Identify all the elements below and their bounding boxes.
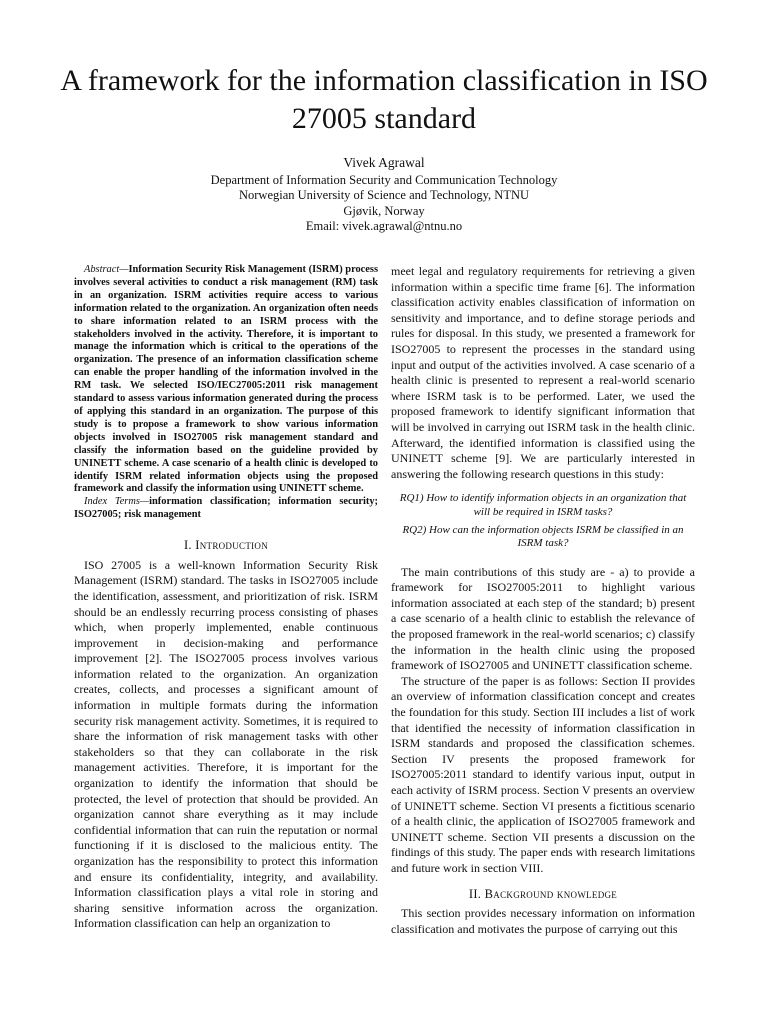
- author-university: Norwegian University of Science and Technology, NTNU: [238, 188, 530, 202]
- right-column: [391, 264, 695, 937]
- index-terms: [74, 496, 378, 522]
- contributions-paragraph: The main contributions of this study are - a) to provide a framework for ISO27005:2011 to highlight various information associated at each step of the standard; b) present a case scenario of a health clinic to establish the relevance of the proposed framework in the real-world scenarios; c) classify the information in the health clinic using the proposed framework of ISO27005 and UNINETT classification scheme.: [391, 564, 695, 673]
- left-column: [74, 264, 378, 932]
- background-paragraph: This section provides necessary information on information classification and motivates the purpose of carrying out this: [391, 906, 695, 936]
- structure-paragraph: The structure of the paper is as follows: Section II provides an overview of information classification concept and creates the foundation for this study. Section III includes a list of work that identified the necessity of information classification in ISRM standards and proposed the classification schemes. Section IV presents the proposed framework for ISO27005:2011 standard to identify various input, output in each activity of ISRM process. Section V presents an overview of UNINETT scheme. Section VI presents a fictitious scenario of a health clinic, the application of ISO27005 framework and UNINETT scheme. Section VII presents a discussion on the findings of this study. The paper ends with research limitations and future work in section VIII.: [391, 673, 695, 875]
- index-terms-label: Index Terms—: [84, 496, 150, 508]
- intro-paragraph: ISO 27005 is a well-known Information Security Risk Management (ISRM) standard. The tasks in ISO27005 include the identification, assessment, and prioritization of risk. ISRM should be an endlessly recurring process consisting of phases which, when properly implemented, enable continuous improvement in decision-making and performance improvement [2]. The ISO27005 process involves various information related to the organization. An organization creates, collects, and processes a significant amount of information in multiple formats during the information security risk management activity. Sometimes, it is required to share the information of risk management tasks with other stakeholders so that they can collaborate in the risk management activities. Therefore, it is important for the organization to identify the information that should be protected, the level of protection that should be provided. An organization cannot share everything as it may include confidential information that can ruin the reputation or normal functioning if it is disclosed to the malicious entity. The organization has the responsibility to protect this information and ensure its confidentiality, integrity, and availability. Information classification plays a vital role in storing and sharing sensitive information across the organization. Information classification can help an organization to: [74, 557, 378, 931]
- index-terms-text: information classification; information security; ISO27005; risk management: [74, 496, 378, 521]
- author-department: Department of Information Security and Communication Technology: [210, 172, 558, 187]
- author-email: Email: vivek.agrawal@ntnu.no: [305, 219, 463, 233]
- section-heading-background: II. Background knowledge: [468, 886, 618, 901]
- author-name: Vivek Agrawal: [343, 155, 425, 170]
- research-question-2: RQ2) How can the information objects ISRM be classified in an ISRM task?: [402, 523, 684, 550]
- abstract-text: Information Security Risk Management (ISRM) process involves several activities to conduct a risk management (RM) task in an organization. ISRM activities require access to various information related to the organization. An organization often needs to share information related to an ISRM process with the stakeholders involved in the activity. Therefore, it is important to manage the information which is critical to the operations of the organization. The presence of an information classification scheme can enable the proper handling of the information involved in the RM task. We selected ISO/IEC27005:2011 risk management standard to assess various information generated during the process of applying this standard in an organization. The purpose of this study is to propose a framework to show various information objects involved in ISO27005 risk management standard and classify the information based on the guideline provided by UNINETT scheme. A case scenario of a health clinic is developed to identify ISRM related information objects using the proposed framework and classify the information using UNINETT scheme.: [74, 264, 378, 495]
- abstract: [74, 264, 378, 496]
- author-block: [100, 155, 668, 235]
- right-paragraph-1: meet legal and regulatory requirements for retrieving a given information within a specific time frame [6]. The information classification activity enables classification of information on sensitivity and importance, and to define storage periods and rules for disposal. In this study, we presented a framework for ISO27005 to represent the processes in the standard using input and output of the activities involved. A case scenario of a health clinic is presented to represent a real-world scenario where ISRM task is to be performed. Later, we used the proposed framework to identify significant information that will be involved in carrying out ISRM task in the health clinic. Afterward, the identified information is classified using the UNINETT scheme [9]. We are particularly interested in answering the following research questions in this study:: [391, 264, 695, 481]
- section-heading-introduction: I. Introduction: [183, 538, 269, 553]
- research-question-1: RQ1) How to identify information objects in an organization that will be required in ISRM tasks?: [399, 492, 687, 518]
- abstract-label: Abstract—: [84, 264, 129, 275]
- paper-title: A framework for the information classification in ISO 27005 standard: [60, 64, 708, 135]
- author-location: Gjøvik, Norway: [343, 203, 425, 218]
